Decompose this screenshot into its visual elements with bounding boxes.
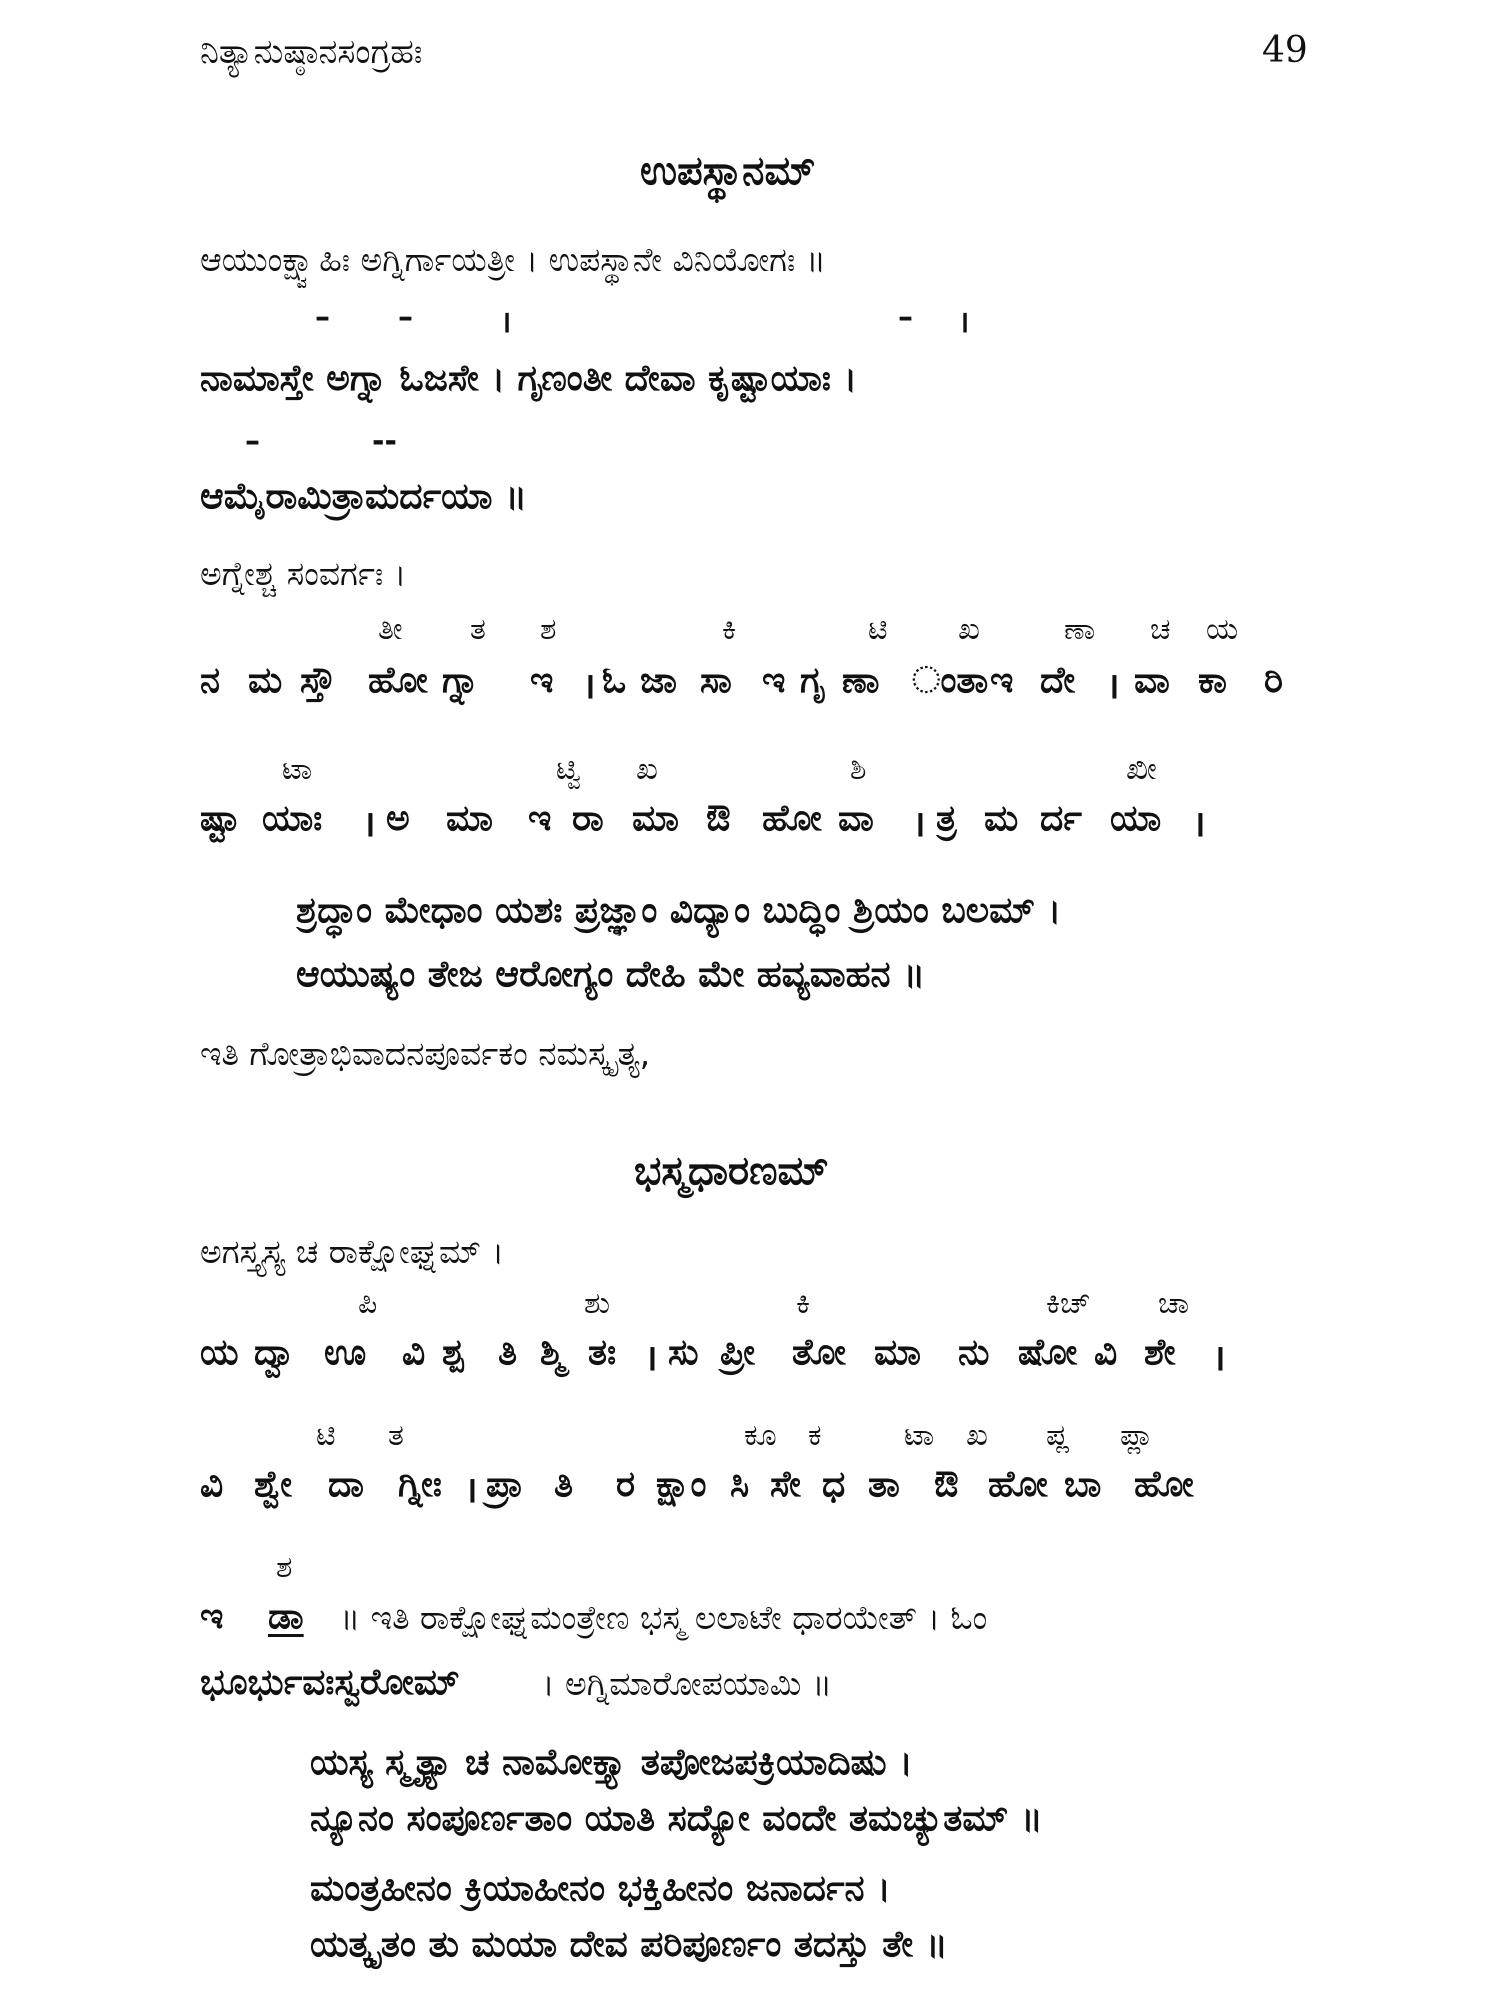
section-title-bhasmadharanam: ಭಸ್ಮಧಾರಣಮ್ [634, 1148, 829, 1194]
syllable-mark: ಕ [808, 1418, 822, 1453]
syllable: ವಾ [838, 798, 874, 839]
syllable: ರ್ದ [1040, 798, 1082, 839]
syllable: ಪ್ರಾ [486, 1464, 524, 1505]
section-title-upasthanam: ಉಪಸ್ಥಾನಮ್ [640, 148, 816, 194]
upasthanam-viniyoga: ಆಯುಂಕ್ಷ್ವಾಹಿಃ ಅಗ್ನಿರ್ಗಾಯತ್ರೀ । ಉಪಸ್ಥಾನೇ ವಿನಿಯೋಗಃ ॥ [200, 240, 826, 279]
syllable: ತೋ [792, 1332, 846, 1373]
underlined-syllable: ಡಾ [268, 1596, 304, 1637]
syllable: ಔ [934, 1464, 959, 1505]
syllable-mark: ಚಾ [1158, 1286, 1190, 1321]
syllable: । [1212, 1338, 1226, 1379]
syllable: । [582, 666, 596, 707]
syllable: ಹೋ [368, 660, 428, 701]
running-title: ನಿತ್ಯಾನುಷ್ಠಾನಸಂಗ್ರಹಃ [200, 32, 423, 72]
syllable: ಔ [706, 798, 731, 839]
syllable: ಅ [386, 798, 410, 839]
accent-mark: – [245, 424, 260, 459]
syllable: ಜಾ [640, 660, 677, 701]
syllable-mark: ಖ [966, 1418, 988, 1453]
syllable-mark: ಟಾ [904, 1418, 935, 1453]
syllable: ಇ [530, 660, 554, 701]
abhivadana-note: ಇತಿ ಗೋತ್ರಾಭಿವಾದನಪೂರ್ವಕಂ ನಮಸ್ಕೃತ್ಯ, [200, 1034, 651, 1073]
syllable: ದ್ವಾ [254, 1332, 297, 1373]
syllable: ಸಿ [730, 1464, 750, 1505]
syllable: ತಃ [588, 1332, 617, 1373]
syllable-mark: ಶಿ [850, 752, 867, 787]
syllable: ಊ [324, 1332, 367, 1373]
sanvarga-note: ಅಗ್ನೇಶ್ಚ ಸಂವರ್ಗಃ । [200, 554, 407, 593]
syllable: ಇ [200, 1596, 224, 1637]
syllable: ಗ್ನೀಃ [398, 1464, 442, 1505]
verse-1-line-2: ನ್ಯೂನಂ ಸಂಪೂರ್ಣತಾಂ ಯಾತಿ ಸದ್ಯೋ ವಂದೇ ತಮಚ್ಯುತಮ್ ॥ [310, 1798, 1043, 1839]
syllable: ತಿ [554, 1464, 574, 1505]
syllable-marks-row-1 [0, 612, 1500, 652]
syllable: ಶ್ಪ [442, 1332, 465, 1373]
accent-mark: – [898, 300, 913, 335]
syllable: ಶ್ವೇ [254, 1464, 292, 1505]
syllable-mark: ಪ್ಲ [1046, 1418, 1069, 1453]
syllable: ಓ [602, 660, 627, 701]
agni-aropana-line: । ಅಗ್ನಿಮಾರೋಪಯಾಮಿ ॥ [542, 1664, 832, 1703]
syllable: ಣಾ [842, 660, 880, 701]
syllable: ಮಾ [874, 1332, 921, 1373]
accent-mark: – [398, 300, 413, 335]
syllable-mark: ಖೀ [1126, 752, 1157, 787]
accent-mark: । [500, 305, 512, 340]
syllable: । [644, 1338, 658, 1379]
vyahriti-line: ಭೂರ್ಭುವಃಸ್ವರೋಮ್ [200, 1662, 460, 1703]
syllable: ಮ [984, 798, 1019, 839]
syllable: ತಿ [498, 1332, 518, 1373]
syllable-marks-row-3 [0, 1286, 1500, 1326]
syllable: ರಾ [572, 798, 604, 839]
accent-mark: -- [372, 424, 397, 459]
syllable-mark: ಪಿ [358, 1286, 378, 1321]
syllable: ಇ [762, 660, 786, 701]
syllable: ಸಾ [700, 660, 732, 701]
accent-mark: । [958, 305, 970, 340]
syllable-marks-row-4 [0, 1418, 1500, 1458]
syllable-mark: ಕಿ [722, 612, 737, 647]
syllable-line-4 [0, 1464, 1500, 1514]
syllable: । [1106, 666, 1120, 707]
syllable: ದಾ [328, 1464, 364, 1505]
syllable: । [362, 804, 376, 845]
syllable: ಯ [200, 1332, 239, 1373]
syllable: ರ [616, 1464, 636, 1505]
verse-1-line-1: ಯಸ್ಯ ಸ್ಮೃತ್ಯಾ ಚ ನಾಮೋಕ್ತ್ಯಾ ತಪೋಜಪಕ್ರಿಯಾದಿಷು । [310, 1742, 913, 1783]
syllable-line-2 [0, 798, 1500, 848]
syllable: ನು [958, 1332, 990, 1373]
syllable-mark: ಶ [540, 612, 557, 647]
syllable-line-3 [0, 1332, 1500, 1382]
syllable: ಪ್ರೀ [720, 1332, 756, 1373]
syllable: ಬಾ [1064, 1464, 1102, 1505]
syllable: ಸೇ [770, 1464, 801, 1505]
syllable: ಹೋ [1134, 1464, 1194, 1505]
syllable: ವಾ [1134, 660, 1170, 701]
syllable: ಧ [822, 1464, 846, 1505]
syllable: ಮಾ [632, 798, 679, 839]
upasthanam-mantra-line-2: ಆಮೈರಾಮಿತ್ರಾಮರ್ದಯಾ ॥ [200, 476, 527, 517]
syllable: ರಿ [1264, 660, 1284, 701]
syllable: । [464, 1470, 478, 1511]
page-number: 49 [1262, 30, 1308, 71]
syllable-mark: ಣಾ [1064, 612, 1096, 647]
syllable-mark: ಕಿ [796, 1286, 811, 1321]
syllable: ಮ [248, 660, 283, 701]
syllable: ತ್ರ [936, 798, 957, 839]
syllable: ಯಾಃ [262, 798, 323, 839]
verse-2-line-1: ಮಂತ್ರಹೀನಂ ಕ್ರಿಯಾಹೀನಂ ಭಕ್ತಿಹೀನಂ ಜನಾರ್ದನ । [310, 1868, 891, 1909]
syllable-mark: ಟ್ವಿ [556, 752, 581, 787]
syllable: । [912, 804, 926, 845]
syllable: ಷ್ಟಾ [200, 798, 240, 839]
syllable: ಹೋ [762, 798, 822, 839]
syllable: ಸು [668, 1332, 699, 1373]
syllable: ಇ [528, 798, 552, 839]
syllable: ನ [200, 660, 221, 701]
syllable: ವಿ [1094, 1332, 1118, 1373]
accent-row-2 [0, 424, 1500, 464]
syllable: ಮಾ [446, 798, 493, 839]
syllable: ಗೃ [800, 660, 826, 701]
bhasma-instruction: ॥ ಇತಿ ರಾಕ್ಷೋಘ್ನಮಂತ್ರೇಣ ಭಸ್ಮ ಲಲಾಟೇ ಧಾರಯೇತ್ । ಓಂ [340, 1598, 988, 1637]
syllable: । [1192, 804, 1206, 845]
syllable-mark: ತ [470, 612, 486, 647]
syllable: ಕ್ಷಾಂ [656, 1464, 707, 1505]
syllable: ಸ್ತೌ [300, 660, 336, 701]
syllable: ಂತಾ [912, 660, 989, 701]
accent-mark: – [315, 300, 330, 335]
prayer-line-1: ಶ್ರದ್ಧಾಂ ಮೇಧಾಂ ಯಶಃ ಪ್ರಜ್ಞಾಂ ವಿದ್ಯಾಂ ಬುದ್ಧಿಂ ಶ್ರಿಯಂ ಬಲಮ್ । [296, 890, 1062, 931]
syllable: ದೇ [1040, 660, 1076, 701]
syllable: ಶ್ಮಿ [540, 1332, 565, 1373]
bhasmadharanam-viniyoga: ಅಗಸ್ತ್ಯಸ್ಯ ಚ ರಾಕ್ಷೋಘ್ನಮ್ । [200, 1232, 505, 1271]
prayer-line-2: ಆಯುಷ್ಯಂ ತೇಜ ಆರೋಗ್ಯಂ ದೇಹಿ ಮೇ ಹವ್ಯವಾಹನ ॥ [296, 954, 926, 995]
syllable-mark: ಖ [636, 752, 658, 787]
accent-row-1 [0, 300, 1500, 340]
syllable-mark: ಟಿ [868, 612, 888, 647]
syllable-marks-row-2 [0, 752, 1500, 792]
syllable-mark: ಕೂ [744, 1418, 777, 1453]
syllable-mark: ಕಿಚ್ [1046, 1286, 1091, 1321]
syllable: ತಾ [868, 1464, 900, 1505]
syllable-mark: ತೀ [378, 612, 403, 647]
syllable: ಷೋ [1018, 1332, 1078, 1373]
syllable-mark: ಶು [584, 1286, 610, 1321]
syllable: ಕಾ [1198, 660, 1227, 701]
syllable-line-1 [0, 660, 1500, 710]
syllable: ಶೇ [1144, 1332, 1176, 1373]
syllable-mark: ಯ [1206, 612, 1239, 647]
syllable-mark: ಟಿ [316, 1418, 336, 1453]
syllable-mark: ತ [388, 1418, 404, 1453]
syllable-mark: ಟಾ [282, 752, 313, 787]
syllable: ಗ್ನಾ [442, 660, 480, 701]
syllable: ವಿ [402, 1332, 426, 1373]
syllable-mark-row-5: ಶ [276, 1550, 293, 1585]
syllable: ಹೋ [988, 1464, 1048, 1505]
upasthanam-mantra-line-1: ನಾಮಾಸ್ತೇ ಅಗ್ನಾ ಓಜಸೇ । ಗೃಣಂತೀ ದೇವಾ ಕೃಷ್ಟಾಯಾಃ । [200, 358, 858, 399]
syllable-mark: ಚ [1150, 612, 1171, 647]
syllable-mark: ಖ [958, 612, 980, 647]
verse-2-line-2: ಯತ್ಕೃತಂ ತು ಮಯಾ ದೇವ ಪರಿಪೂರ್ಣಂ ತದಸ್ತು ತೇ ॥ [310, 1924, 948, 1965]
syllable: ವಿ [200, 1464, 224, 1505]
syllable-mark: ಪ್ಲಾ [1120, 1418, 1154, 1453]
syllable: ಇ [990, 660, 1014, 701]
syllable: ಯಾ [1110, 798, 1162, 839]
